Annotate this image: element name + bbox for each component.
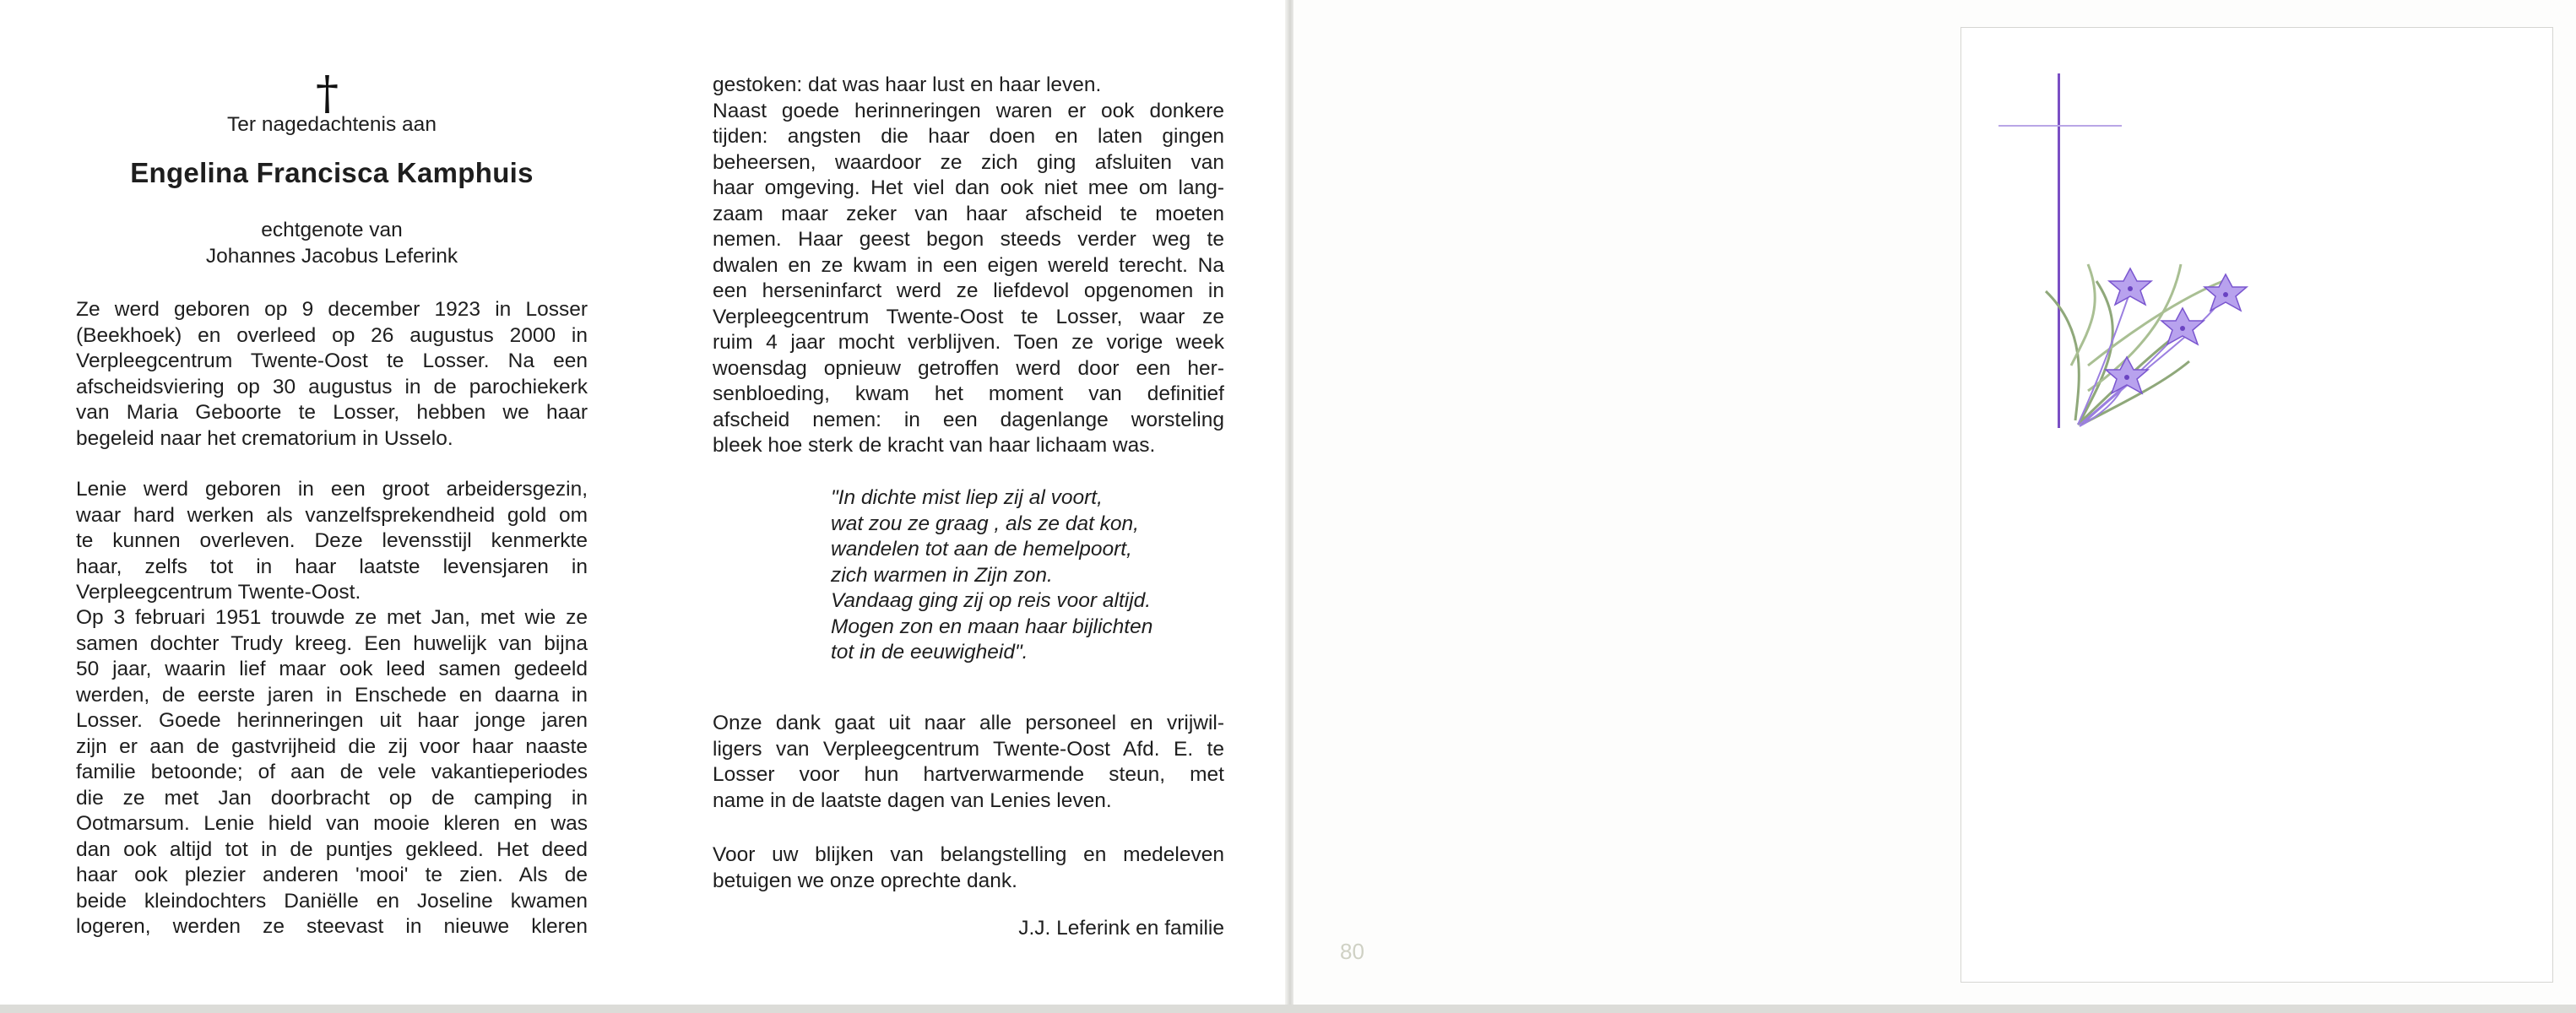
text-line: haar omgeving. Het viel dan ook niet mee om lang- [713, 176, 1224, 199]
text-line: nemen. Haar geest begon steeds verder weg te [713, 228, 1224, 251]
signature: J.J. Leferink en familie [1018, 917, 1224, 940]
text-line: (Beekhoek) en overleed op 26 augustus 2000 in [76, 323, 588, 347]
paragraph-thanks [713, 711, 1224, 814]
spouse-info [76, 218, 588, 269]
text-line: Losser voor hun hartverwarmende steun, met [713, 763, 1224, 786]
text-line: haar ook plezier anderen 'mooi' te zien. Als de [76, 864, 588, 886]
text-line: Ze werd geboren op 9 december 1923 in Losser [76, 298, 588, 321]
poem-line: Mogen zon en maan haar bijlichten [831, 615, 1153, 638]
text-line: Losser. Goede herinneringen uit haar jonge jaren [76, 709, 588, 732]
paragraph-youth [76, 477, 588, 606]
text-line: gestoken: dat was haar lust en haar leven. [713, 73, 1102, 96]
text-line: 50 jaar, waarin lief maar ook leed samen gedeeld [76, 658, 588, 680]
poem [831, 485, 1202, 666]
text-line: beheersen, waardoor ze zich ging afsluiten van [713, 150, 1224, 174]
text-line: een herseninfarct werd ze liefdevol opgenomen in [713, 279, 1224, 302]
text-line: van Maria Geboorte te Losser, hebben we haar [76, 401, 588, 424]
deceased-name: Engelina Francisca Kamphuis [130, 157, 534, 188]
spouse-line-1: echtgenote van [261, 219, 403, 241]
text-line: Naast goede herinneringen waren er ook donkere [713, 99, 1224, 122]
paragraph-marriage [76, 605, 588, 940]
poem-line: wat zou ze graag , als ze dat kon, [831, 512, 1139, 535]
page-bottom-edge [0, 1005, 2576, 1013]
text-line: betuigen we onze oprechte dank. [713, 869, 1017, 892]
text-line: bleek hoe sterk de kracht van haar lichaam was. [713, 434, 1156, 457]
text-line: ruim 4 jaar mocht verblijven. Toen ze vorige week [713, 331, 1224, 354]
text-line: Ootmarsum. Lenie hield van mooie kleren en was [76, 812, 588, 835]
poem-line: wandelen tot aan de hemelpoort, [831, 538, 1132, 561]
text-line: woensdag opnieuw getroffen werd door een her- [713, 356, 1224, 380]
text-line: name in de laatste dagen van Lenies leven. [713, 788, 1112, 812]
paragraph-birth-death [76, 297, 588, 452]
page-number: 80 [1340, 939, 1364, 964]
text-line: zijn er aan de gastvrijheid die zij voor haar naaste [76, 734, 588, 758]
text-line: afscheid nemen: in een dagenlange worsteling [713, 408, 1224, 431]
flower-stems-icon [2078, 291, 2223, 426]
cover-illustration [1961, 28, 2552, 982]
text-line: Verpleegcentrum Twente-Oost te Losser. Na een [76, 349, 588, 372]
text-line: die ze met Jan doorbracht op de camping in [76, 786, 588, 810]
text-line: dan ook altijd tot in de puntjes gekleed. Het deed [76, 837, 588, 861]
text-line: afscheidsviering op 30 augustus in de parochiekerk [76, 375, 588, 398]
text-line: Onze dank gaat uit naar alle personeel en vrijwil- [713, 712, 1224, 734]
text-line: te kunnen overleven. Deze levensstijl kenmerkte [76, 529, 588, 552]
text-line: samen dochter Trudy kreeg. Een huwelijk van bijna [76, 631, 588, 655]
text-line: Lenie werd geboren in een groot arbeidersgezin, [76, 478, 588, 501]
paragraph-life [713, 73, 1224, 459]
text-line: begeleid naar het crematorium in Usselo. [76, 426, 453, 450]
poem-line: tot in de eeuwigheid". [831, 641, 1028, 664]
poem-line: zich warmen in Zijn zon. [831, 563, 1053, 587]
text-line: ligers van Verpleegcentrum Twente-Oost Afd. E. te [713, 737, 1224, 761]
text-line: beide kleindochters Daniëlle en Joseline kwamen [76, 889, 588, 913]
poem-line: "In dichte mist liep zij al voort, [831, 486, 1103, 509]
text-line: logeren, werden ze steevast in nieuwe kleren [76, 915, 588, 938]
text-line: tijden: angsten die haar doen en laten gingen [713, 125, 1224, 148]
text-line: haar, zelfs tot in haar laatste levensjaren in [76, 555, 588, 578]
intro-text: Ter nagedachtenis aan [227, 113, 437, 136]
violet-flower-icon [2106, 268, 2247, 393]
text-line: Voor uw blijken van belangstelling en medeleven [713, 843, 1224, 866]
text-line: dwalen en ze kwam in een eigen wereld terecht. Na [713, 253, 1224, 277]
text-line: Verpleegcentrum Twente-Oost te Losser, waar ze [713, 305, 1224, 328]
poem-line: Vandaag ging zij op reis voor altijd. [831, 589, 1152, 612]
text-line: waar hard werken als vanzelfsprekendheid gold om [76, 503, 588, 527]
text-line: werden, de eerste jaren in Enschede en daarna in [76, 683, 588, 707]
text-line: senbloeding, kwam het moment van definitief [713, 382, 1224, 405]
cross-icon: † [316, 67, 339, 120]
text-line: Verpleegcentrum Twente-Oost. [76, 581, 361, 604]
cover-card [1960, 27, 2553, 983]
paragraph-closing [713, 842, 1224, 894]
text-line: zaam maar zeker van haar afscheid te moeten [713, 202, 1224, 225]
spouse-line-2: Johannes Jacobus Leferink [205, 244, 458, 268]
text-line: familie betoonde; of aan de vele vakantieperiodes [76, 761, 588, 783]
text-line: Op 3 februari 1951 trouwde ze met Jan, met wie ze [76, 606, 588, 629]
